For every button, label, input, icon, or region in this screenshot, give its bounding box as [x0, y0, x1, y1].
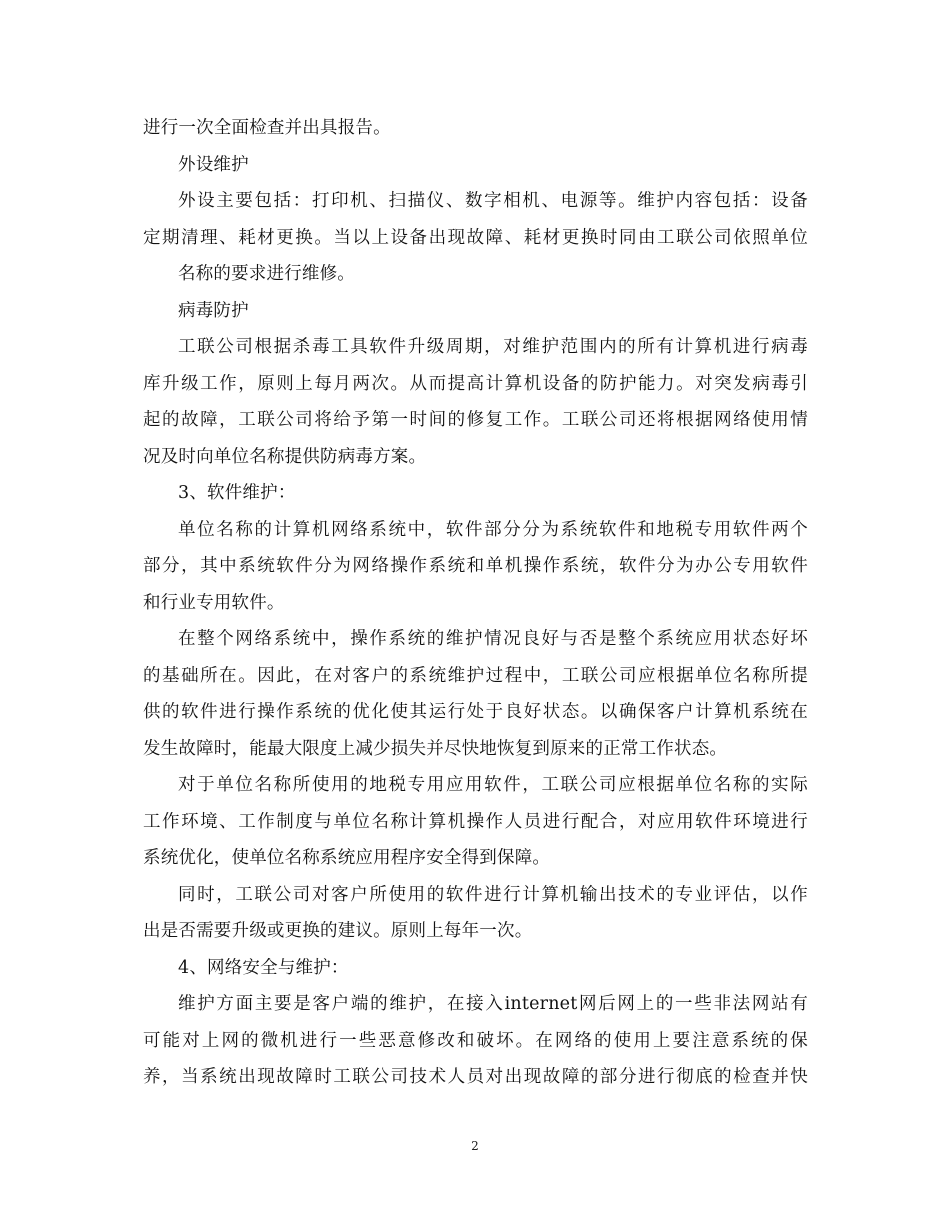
text-line: 定期清理、耗材更换。当以上设备出现故障、耗材更换时同由工联公司依照单位 [143, 227, 808, 248]
section-heading-peripheral-maintenance: 外设维护 [178, 154, 249, 175]
text-line: 况及时向单位名称提供防病毒方案。 [143, 446, 427, 467]
section-heading-software-maintenance: 3、软件维护： [178, 483, 296, 503]
text-line: 起的故障，工联公司将给予第一时间的修复工作。工联公司还将根据网络使用情 [143, 410, 808, 430]
text-line: 工作环境、工作制度与单位名称计算机操作人员进行配合，对应用软件环境进行 [143, 811, 808, 832]
text-line: 部分，其中系统软件分为网络操作系统和单机操作系统，软件分为办公专用软件 [143, 556, 808, 576]
text-line: 进行一次全面检查并出具报告。 [143, 118, 391, 138]
text-line: 的基础所在。因此，在对客户的系统维护过程中，工联公司应根据单位名称所提 [143, 665, 808, 686]
text-line: 发生故障时，能最大限度上减少损失并尽快地恢复到原来的正常工作状态。 [143, 738, 728, 759]
text-line: 养，当系统出现故障时工联公司技术人员对出现故障的部分进行彻底的检查并快 [143, 1067, 808, 1087]
text-line: 对于单位名称所使用的地税专用应用软件，工联公司应根据单位名称的实际 [178, 775, 808, 795]
page-number: 2 [471, 1139, 479, 1153]
text-line: 系统优化，使单位名称系统应用程序安全得到保障。 [143, 848, 551, 868]
text-line: 外设主要包括：打印机、扫描仪、数字相机、电源等。维护内容包括：设备 [178, 191, 808, 211]
text-line: 和行业专用软件。 [143, 592, 285, 613]
text-line: 出是否需要升级或更换的建议。原则上每年一次。 [143, 921, 533, 941]
text-line: 名称的要求进行维修。 [178, 264, 355, 284]
text-line: 维护方面主要是客户端的维护，在接入internet网后网上的一些非法网站有 [178, 994, 808, 1014]
section-heading-virus-protection: 病毒防护 [178, 300, 249, 321]
text-line: 工联公司根据杀毒工具软件升级周期，对维护范围内的所有计算机进行病毒 [178, 337, 808, 357]
text-line: 供的软件进行操作系统的优化使其运行处于良好状态。以确保客户计算机系统在 [143, 702, 808, 722]
text-line: 同时，工联公司对客户所使用的软件进行计算机输出技术的专业评估，以作 [178, 884, 808, 905]
document-body [143, 110, 808, 1096]
section-heading-network-security: 4、网络安全与维护： [178, 957, 349, 978]
text-line: 在整个网络系统中，操作系统的维护情况良好与否是整个系统应用状态好坏 [178, 629, 808, 649]
text-line: 可能对上网的微机进行一些恶意修改和破坏。在网络的使用上要注意系统的保 [143, 1030, 808, 1051]
text-line: 库升级工作，原则上每月两次。从而提高计算机设备的防护能力。对突发病毒引 [143, 373, 808, 394]
text-line: 单位名称的计算机网络系统中，软件部分分为系统软件和地税专用软件两个 [178, 519, 808, 540]
